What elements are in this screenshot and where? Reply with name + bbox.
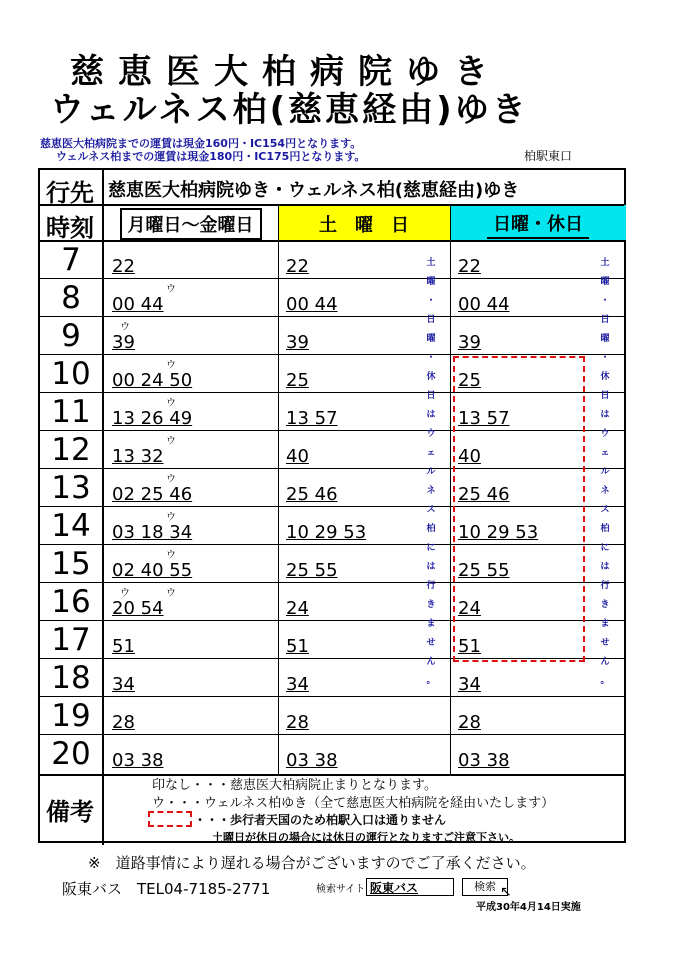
- row-divider: [40, 278, 624, 279]
- holiday-times: 24: [458, 598, 481, 619]
- saturday-times: 25: [286, 370, 309, 391]
- weekday-times: 02 25 46: [112, 484, 193, 505]
- holiday-times: 00 44: [458, 294, 510, 315]
- hour-cell: 20: [51, 736, 91, 772]
- vertical-note-holiday: 土 曜 ・ 日 曜 ・ 休 日 は ウ ェ ル ネ ス 柏 に は 行 き ま せ ん 。: [600, 258, 610, 686]
- saturday-times: 40: [286, 446, 309, 467]
- hour-cell: 17: [51, 622, 91, 658]
- legend-red-box: [148, 811, 192, 827]
- holiday-times: 25 46: [458, 484, 510, 505]
- saturday-times: 39: [286, 332, 309, 353]
- saturday-times: 34: [286, 674, 309, 695]
- search-site-label: 検索サイト: [316, 884, 366, 895]
- hour-cell: 19: [51, 698, 91, 734]
- hour-cell: 9: [61, 318, 81, 354]
- weekday-times: 02 40 55: [112, 560, 193, 581]
- saturday-times: 25 46: [286, 484, 338, 505]
- weekday-header: 月曜日～金曜日: [103, 207, 278, 241]
- saturday-times: 00 44: [286, 294, 338, 315]
- saturday-times: 51: [286, 636, 309, 657]
- weekday-times: 13 26 49: [112, 408, 193, 429]
- weekday-times: 03 38: [112, 750, 164, 771]
- holiday-times: 13 57: [458, 408, 510, 429]
- weekday-times: 34: [112, 674, 135, 695]
- row-divider: [40, 354, 624, 355]
- saturday-times: 13 57: [286, 408, 338, 429]
- weekday-times: 00 44: [112, 294, 164, 315]
- holiday-times: 03 38: [458, 750, 510, 771]
- remark-line: 印なし・・・慈恵医大柏病院止まりとなります。: [152, 778, 437, 793]
- hour-cell: 18: [51, 660, 91, 696]
- u-mark: ウ: [166, 360, 176, 371]
- divider: [278, 204, 279, 774]
- vertical-note-saturday: 土 曜 ・ 日 曜 ・ 休 日 は ウ ェ ル ネ ス 柏 に は 行 き ま せ ん 。: [426, 258, 436, 686]
- title-line-1: 慈恵医大柏病院ゆき: [70, 52, 502, 92]
- u-mark: ウ: [166, 588, 176, 599]
- weekday-times: 22: [112, 256, 135, 277]
- hour-cell: 15: [51, 546, 91, 582]
- destination-text: 慈恵医大柏病院ゆき・ウェルネス柏(慈恵経由)ゆき: [108, 180, 520, 201]
- u-mark: ウ: [166, 474, 176, 485]
- divider: [102, 170, 104, 774]
- row-divider: [40, 316, 624, 317]
- holiday-times: 40: [458, 446, 481, 467]
- u-mark: ウ: [120, 588, 130, 599]
- divider: [40, 204, 624, 206]
- row-divider: [40, 734, 624, 735]
- remark-line: ・・・歩行者天国のため柏駅入口は通りません: [194, 813, 447, 827]
- remark-line: 土曜日が休日の場合には休日の運行となりますご注意下さい。: [212, 831, 520, 844]
- u-mark: ウ: [166, 436, 176, 447]
- hour-cell: 13: [51, 470, 91, 506]
- row-divider: [40, 696, 624, 697]
- saturday-times: 03 38: [286, 750, 338, 771]
- cursor-arrow-icon: ↖: [500, 884, 512, 900]
- saturday-header: 土 曜 日: [319, 215, 409, 236]
- delay-notice: ※ 道路事情により遅れる場合がございますのでご了承ください。: [88, 854, 536, 872]
- weekday-times: 20 54: [112, 598, 164, 619]
- search-button[interactable]: 検索: [462, 878, 508, 896]
- fare-note-1: 慈恵医大柏病院までの運賃は現金160円・IC154円となります。: [40, 137, 362, 150]
- saturday-times: 22: [286, 256, 309, 277]
- fare-note-2: ウェルネス柏までの運賃は現金180円・IC175円となります。: [56, 150, 366, 163]
- saturday-times: 28: [286, 712, 309, 733]
- divider: [450, 204, 451, 774]
- holiday-times: 25 55: [458, 560, 510, 581]
- time-label: 時刻: [46, 214, 94, 242]
- weekday-times: 28: [112, 712, 135, 733]
- hour-cell: 12: [51, 432, 91, 468]
- hour-cell: 11: [51, 394, 91, 430]
- holiday-header: 日曜・休日: [450, 207, 626, 241]
- u-mark: ウ: [166, 550, 176, 561]
- destination-label: 行先: [46, 179, 94, 207]
- holiday-times: 10 29 53: [458, 522, 539, 543]
- saturday-times: 24: [286, 598, 309, 619]
- search-site-input[interactable]: 阪東バス: [366, 878, 454, 896]
- weekday-times: 51: [112, 636, 135, 657]
- holiday-times: 25: [458, 370, 481, 391]
- holiday-times: 22: [458, 256, 481, 277]
- saturday-times: 25 55: [286, 560, 338, 581]
- hour-cell: 8: [61, 280, 81, 316]
- u-mark: ウ: [166, 398, 176, 409]
- timetable: [38, 168, 626, 843]
- company-contact: 阪東バス TEL04-7185-2771: [62, 880, 271, 898]
- effective-date: 平成30年4月14日実施: [476, 902, 581, 913]
- hour-cell: 16: [51, 584, 91, 620]
- u-mark: ウ: [120, 322, 130, 333]
- weekday-times: 13 32: [112, 446, 164, 467]
- remark-line: ウ・・・ウェルネス柏ゆき（全て慈恵医大柏病院を経由いたします）: [152, 796, 555, 811]
- hour-cell: 7: [61, 242, 81, 278]
- saturday-times: 10 29 53: [286, 522, 367, 543]
- hour-cell: 10: [51, 356, 91, 392]
- u-mark: ウ: [166, 284, 176, 295]
- divider: [102, 774, 104, 845]
- pedestrian-zone-box: [453, 356, 585, 662]
- holiday-times: 51: [458, 636, 481, 657]
- remarks-label: 備考: [46, 798, 94, 826]
- u-mark: ウ: [166, 512, 176, 523]
- title-line-2: ウェルネス柏(慈恵経由)ゆき: [50, 90, 529, 130]
- weekday-times: 03 18 34: [112, 522, 193, 543]
- weekday-times: 39: [112, 332, 135, 353]
- holiday-times: 28: [458, 712, 481, 733]
- hour-cell: 14: [51, 508, 91, 544]
- holiday-times: 34: [458, 674, 481, 695]
- weekday-times: 00 24 50: [112, 370, 193, 391]
- holiday-times: 39: [458, 332, 481, 353]
- stop-name: 柏駅東口: [524, 149, 573, 163]
